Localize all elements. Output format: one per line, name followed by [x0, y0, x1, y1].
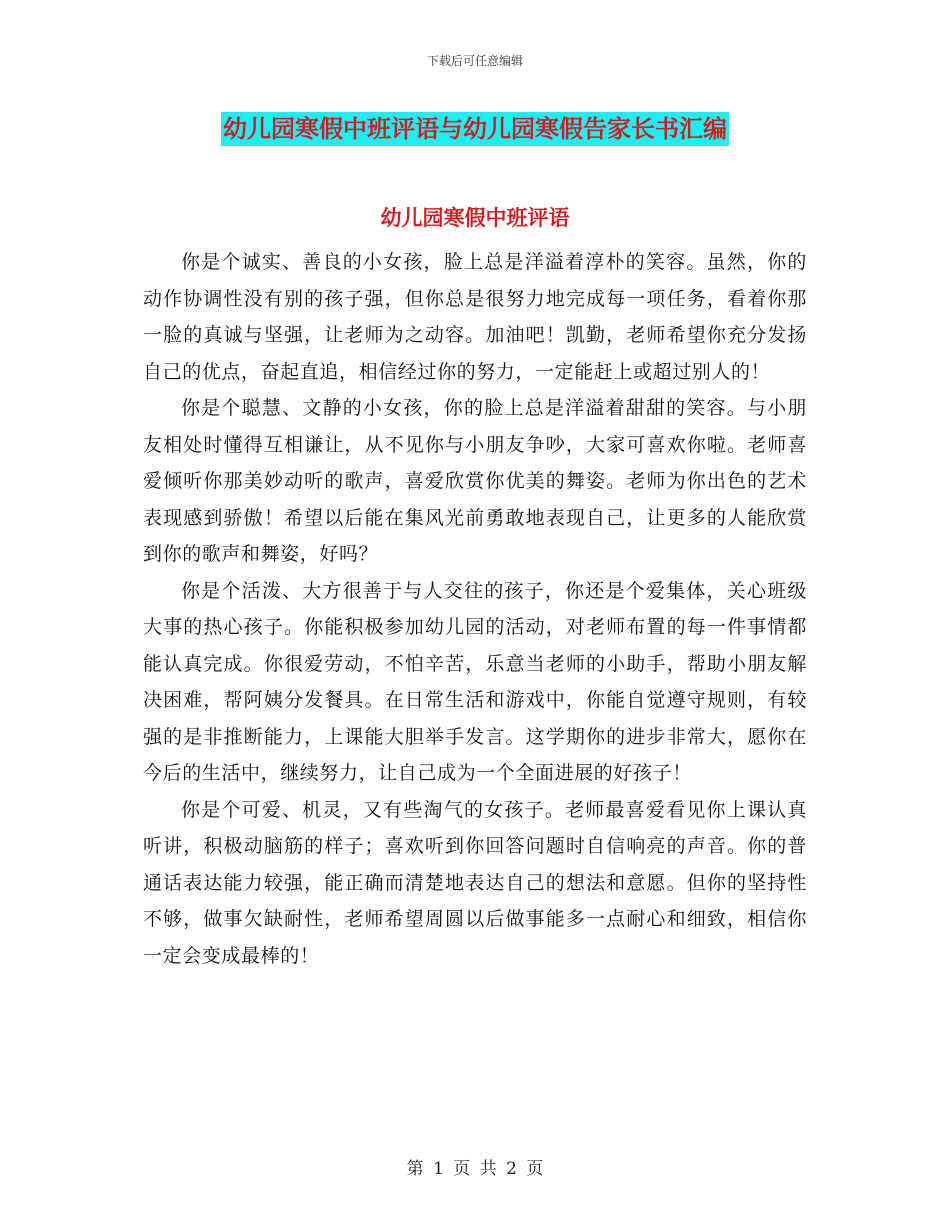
page-number-footer: 第 1 页 共 2 页 — [406, 1159, 544, 1179]
paragraph-1: 你是个诚实、善良的小女孩，脸上总是洋溢着淳朴的笑容。虽然，你的动作协调性没有别的孩子强，但你总是很努力地完成每一项任务，看着你那一脸的真诚与坚强，让老师为之动容。加油吧！凯勤，老师希望你充分发扬自己的优点，奋起直追，相信经过你的努力，一定能赶上或超过别人的！ — [143, 251, 807, 383]
paragraph-2: 你是个聪慧、文静的小女孩，你的脸上总是洋溢着甜甜的笑容。与小朋友相处时懂得互相谦让，从不见你与小朋友争吵，大家可喜欢你啦。老师喜爱倾听你那美妙动听的歌声，喜爱欣赏你优美的舞姿。老师为你出色的艺术表现感到骄傲！希望以后能在集风光前勇敢地表现自己，让更多的人能欣赏到你的歌声和舞姿，好吗？ — [143, 397, 807, 565]
page-header-note: 下载后可任意编辑 — [426, 54, 523, 68]
paragraph-3: 你是个活泼、大方很善于与人交往的孩子，你还是个爱集体，关心班级大事的热心孩子。你能积极参加幼儿园的活动，对老师布置的每一件事情都能认真完成。你很爱劳动，不怕辛苦，乐意当老师的小助手，帮助小朋友解决困难，帮阿姨分发餐具。在日常生活和游戏中，你能自觉遵守规则，有较强的是非推断能力，上课能大胆举手发言。这学期你的进步非常大，愿你在今后的生活中，继续努力，让自己成为一个全面进展的好孩子！ — [143, 579, 807, 784]
section-title: 幼儿园寒假中班评语 — [380, 206, 570, 230]
document-body — [143, 244, 807, 974]
paragraph-4: 你是个可爱、机灵，又有些淘气的女孩子。老师最喜爱看见你上课认真听讲，积极动脑筋的样子；喜欢听到你回答问题时自信响亮的声音。你的普通话表达能力较强，能正确而清楚地表达自己的想法和意愿。但你的坚持性不够，做事欠缺耐性，老师希望周圆以后做事能多一点耐心和细致，相信你一定会变成最棒的！ — [143, 798, 807, 967]
main-title-container — [0, 112, 950, 146]
document-main-title: 幼儿园寒假中班评语与幼儿园寒假告家长书汇编 — [221, 112, 729, 146]
